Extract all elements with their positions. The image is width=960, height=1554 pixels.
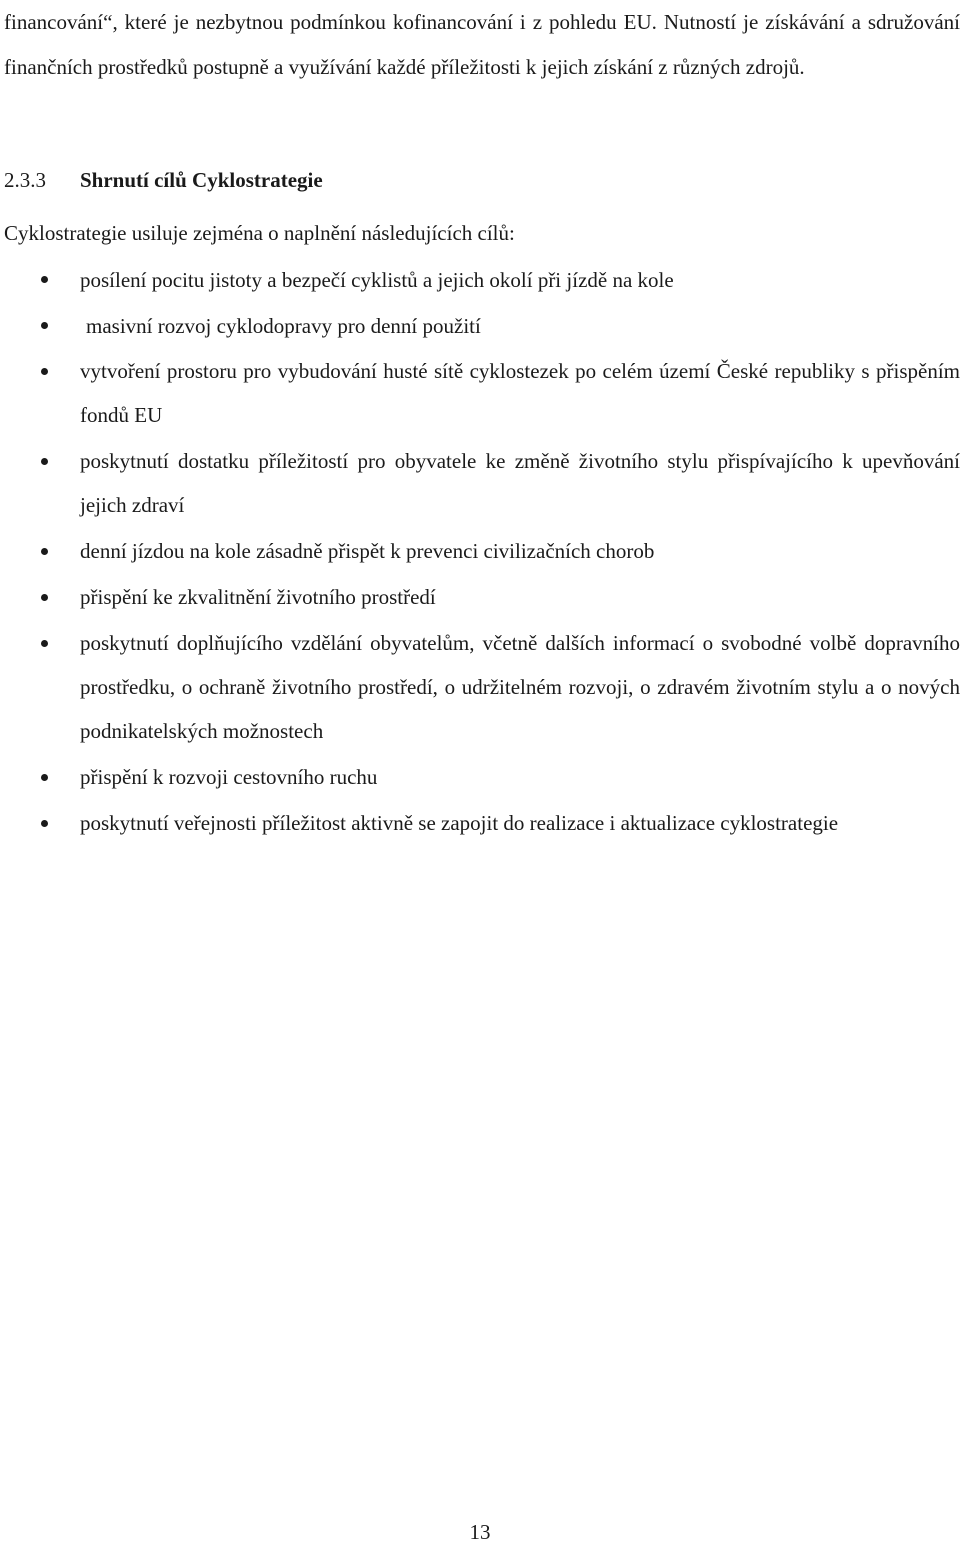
section-title: Shrnutí cílů Cyklostrategie — [80, 168, 323, 192]
goals-list — [0, 257, 960, 847]
list-item-text: poskytnutí doplňujícího vzdělání obyvatelům, včetně dalších informací o svobodné volbě dopravního prostředku, o ochraně životního prostředí, o udržitelném rozvoji, o zdravém životním stylu a o nových podnikatelských možnostech — [80, 631, 960, 743]
bullet-icon — [41, 276, 48, 283]
list-item — [0, 303, 960, 349]
bullet-icon — [41, 640, 48, 647]
bullet-icon — [41, 774, 48, 781]
bullet-icon — [41, 322, 48, 329]
list-item — [0, 529, 960, 573]
bullet-icon — [41, 548, 48, 555]
list-item — [0, 801, 960, 845]
intro-sentence: Cyklostrategie usiluje zejména o naplnění následujících cílů: — [4, 221, 515, 245]
list-item-text: posílení pocitu jistoty a bezpečí cyklistů a jejich okolí při jízdě na kole — [80, 268, 674, 292]
list-item — [0, 257, 960, 303]
bullet-icon — [41, 368, 48, 375]
list-item — [0, 439, 960, 527]
bullet-icon — [41, 594, 48, 601]
list-item-text: denní jízdou na kole zásadně přispět k prevenci civilizačních chorob — [80, 539, 655, 563]
list-item-text: poskytnutí dostatku příležitostí pro obyvatele ke změně životního stylu přispívajícího k upevňování jejich zdraví — [80, 449, 960, 517]
list-item — [0, 575, 960, 619]
page-number: 13 — [469, 1520, 491, 1544]
list-item-text: vytvoření prostoru pro vybudování husté sítě cyklostezek po celém území České republiky s přispěním fondů EU — [80, 359, 960, 427]
list-item-text: přispění k rozvoji cestovního ruchu — [80, 765, 378, 789]
section-number: 2.3.3 — [4, 168, 46, 192]
section-heading — [4, 158, 323, 203]
bullet-icon — [41, 820, 48, 827]
list-item-text: přispění ke zkvalitnění životního prostředí — [80, 585, 436, 609]
list-item — [0, 621, 960, 753]
list-item — [0, 755, 960, 799]
list-item-text: masivní rozvoj cyklodopravy pro denní použití — [86, 314, 481, 338]
list-item — [0, 349, 960, 437]
paragraph-top: financování“, které je nezbytnou podmínkou kofinancování i z pohledu EU. Nutností je získávání a sdružování finančních prostředků postupně a využívání každé příležitosti k jejich získání z různých zdrojů. — [4, 10, 960, 79]
list-item-text: poskytnutí veřejnosti příležitost aktivně se zapojit do realizace i aktualizace cyklostrategie — [80, 811, 839, 835]
bullet-icon — [41, 458, 48, 465]
